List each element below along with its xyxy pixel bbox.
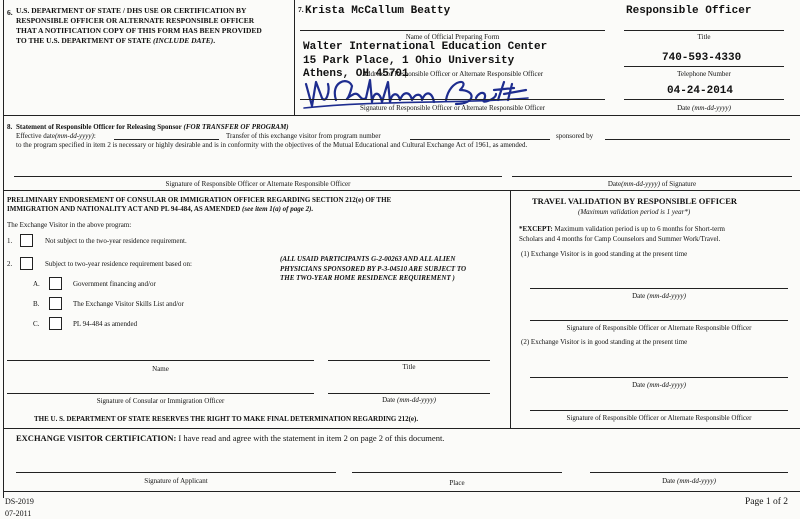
reserve-statement: THE U. S. DEPARTMENT OF STATE RESERVES THE RIGHT TO MAKE FINAL DETERMINATION REGARDING 212(e). xyxy=(34,415,419,423)
include-date-note: (INCLUDE DATE) xyxy=(153,36,214,45)
option-1-checkbox[interactable] xyxy=(20,234,33,247)
section-8-title: Statement of Responsible Officer for Releasing Sponsor xyxy=(16,123,182,131)
preliminary-heading xyxy=(7,196,391,214)
except-text: Maximum validation period is up to 6 months for Short-term xyxy=(554,225,725,233)
left-border xyxy=(3,0,4,498)
divider-line xyxy=(3,115,800,116)
section-6-line: THAT A NOTIFICATION COPY OF THIS FORM HAS BEEN PROVIDED xyxy=(16,26,262,35)
date-text: Date xyxy=(662,477,676,485)
consular-date-label xyxy=(328,396,490,404)
date-format: (mm-dd-yyyy) xyxy=(397,396,436,404)
travel-signature-2-label: Signature of Responsible Officer or Alternate Responsible Officer xyxy=(566,414,752,422)
applicant-signature-label: Signature of Applicant xyxy=(144,477,208,485)
date-format: (mm-dd-yyyy) xyxy=(647,292,686,300)
option-1-label: Not subject to the two-year residence requirement. xyxy=(45,237,187,245)
field-line xyxy=(300,30,605,31)
date-value[interactable]: 04-24-2014 xyxy=(667,85,734,97)
travel-date-1-label xyxy=(530,292,788,300)
section-divider xyxy=(294,0,295,115)
heading-text: IMMIGRATION AND NATIONALITY ACT AND PL 94-484, AS AMENDED xyxy=(7,205,241,213)
option-1-number: 1. xyxy=(7,237,13,245)
section-8-number: 8. xyxy=(7,123,13,131)
travel-item-2: (2) Exchange Visitor is in good standing at the present time xyxy=(521,338,688,346)
applicant-signature-field[interactable] xyxy=(16,472,336,473)
option-a-label: Government financing and/or xyxy=(73,280,156,288)
transfer-text: Transfer of this exchange visitor from program number xyxy=(226,132,381,140)
travel-signature-1-field[interactable] xyxy=(530,320,788,321)
sponsor-date-label xyxy=(512,180,792,188)
phone-label: Telephone Number xyxy=(677,70,731,78)
option-2-number: 2. xyxy=(7,260,13,268)
section-6-line: U.S. DEPARTMENT OF STATE / DHS USE OR CERTIFICATION BY xyxy=(16,6,247,15)
divider-line xyxy=(3,491,800,492)
visitor-intro: The Exchange Visitor in the above program: xyxy=(7,221,132,229)
option-b-label: The Exchange Visitor Skills List and/or xyxy=(73,300,184,308)
divider-line xyxy=(3,428,800,429)
usaid-line: THE TWO-YEAR HOME RESIDENCE REQUIREMENT ) xyxy=(280,274,455,282)
field-line xyxy=(624,99,784,100)
colon: : xyxy=(93,132,96,140)
date-text: Date xyxy=(382,396,396,404)
usaid-note xyxy=(280,255,466,284)
travel-item-1: (1) Exchange Visitor is in good standing at the present time xyxy=(521,250,688,258)
divider-line xyxy=(3,190,800,191)
certification-statement xyxy=(16,433,444,443)
date-format: (mm-dd-yyyy) xyxy=(692,104,731,112)
sponsor-date-field[interactable] xyxy=(512,176,792,177)
effective-date-format: (mm-dd-yyyy) xyxy=(54,132,94,140)
travel-date-2-label xyxy=(530,381,788,389)
date-text: Date xyxy=(632,292,646,300)
section-7-number: 7. xyxy=(298,5,304,14)
option-c-letter: C. xyxy=(33,320,40,328)
page-indicator: Page 1 of 2 xyxy=(745,497,789,507)
option-c-label: PL 94-484 as amended xyxy=(73,320,138,328)
heading-line xyxy=(7,205,391,214)
usaid-line: PHYSICIANS SPONSORED BY P-3-04510 ARE SUBJECT TO xyxy=(280,264,467,273)
except-line: Scholars and 4 months for Camp Counselors and Summer Work/Travel. xyxy=(519,234,721,243)
section-6-heading xyxy=(16,6,262,46)
option-c-checkbox[interactable] xyxy=(49,317,62,330)
address-label: Address of Responsible Officer or Alternate Responsible Officer xyxy=(361,70,544,78)
preparer-name-value[interactable]: Krista McCallum Beatty xyxy=(305,5,451,17)
consular-title-field[interactable] xyxy=(328,360,490,361)
section-divider xyxy=(510,190,511,428)
place-field[interactable] xyxy=(352,472,562,473)
address-line: 15 Park Place, 1 Ohio University xyxy=(303,54,515,67)
effective-date-text: Effective date xyxy=(16,132,55,140)
field-line xyxy=(624,66,784,67)
option-b-checkbox[interactable] xyxy=(49,297,62,310)
except-label: *EXCEPT: xyxy=(519,225,553,233)
period: . xyxy=(213,36,216,45)
applicant-date-field[interactable] xyxy=(590,472,788,473)
except-note xyxy=(519,225,725,244)
section-6-number: 6. xyxy=(7,8,13,17)
consular-name-field[interactable] xyxy=(7,360,314,361)
date-text: Date xyxy=(632,381,646,389)
travel-signature-1-label: Signature of Responsible Officer or Alternate Responsible Officer xyxy=(566,324,752,332)
option-b-letter: B. xyxy=(33,300,40,308)
date-format: (mm-dd-yyyy) xyxy=(677,477,716,485)
title-value[interactable]: Responsible Officer xyxy=(626,5,752,17)
signature-label: Signature of Responsible Officer or Alternate Responsible Officer xyxy=(360,104,545,112)
preparer-name-label: Name of Official Preparing Form xyxy=(405,33,500,41)
applicant-date-label xyxy=(590,477,788,485)
heading-line: PRELIMINARY ENDORSEMENT OF CONSULAR OR IMMIGRATION OFFICER REGARDING SECTION 212(e) OF THE xyxy=(7,196,392,204)
title-label: Title xyxy=(697,33,711,41)
date-format: (mm-dd-yyyy) xyxy=(621,180,660,188)
sponsored-by-label: sponsored by xyxy=(556,132,594,140)
travel-signature-2-field[interactable] xyxy=(530,410,788,411)
section-6-line-text: TO THE U.S. DEPARTMENT OF STATE xyxy=(16,36,152,45)
title-label: Title xyxy=(402,363,416,371)
sponsor-field[interactable] xyxy=(605,139,790,140)
travel-date-2-field[interactable] xyxy=(530,377,788,378)
consular-date-field[interactable] xyxy=(328,393,490,394)
option-2-checkbox[interactable] xyxy=(20,257,33,270)
sponsor-signature-label: Signature of Responsible Officer or Alternate Responsible Officer xyxy=(165,180,351,188)
address-line: Walter International Education Center xyxy=(303,41,548,53)
place-label: Place xyxy=(449,479,465,487)
phone-value[interactable]: 740-593-4330 xyxy=(662,52,742,64)
consular-signature-label: Signature of Consular or Immigration Officer xyxy=(96,397,225,405)
section-6-line xyxy=(16,36,262,46)
program-number-field[interactable] xyxy=(410,139,550,140)
date-suffix: of Signature xyxy=(661,180,697,188)
transfer-note: (FOR TRANSFER OF PROGRAM) xyxy=(183,123,289,131)
address-line: Athens, OH 45701 xyxy=(303,68,409,80)
field-line xyxy=(624,30,784,31)
max-period-note: (Maximum validation period is 1 year*) xyxy=(578,208,691,216)
field-line xyxy=(300,99,605,100)
date-label xyxy=(624,104,784,112)
certification-heading: EXCHANGE VISITOR CERTIFICATION: xyxy=(16,433,177,443)
option-2-label: Subject to two-year residence requirement based on: xyxy=(45,260,192,268)
option-a-letter: A. xyxy=(33,280,40,288)
see-item-note: (see item 1(a) of page 2). xyxy=(242,205,314,213)
travel-date-1-field[interactable] xyxy=(530,288,788,289)
certification-text: I have read and agree with the statement in item 2 on page 2 of this document. xyxy=(178,433,445,443)
usaid-line: (ALL USAID PARTICIPANTS G-2-00263 AND ALL ALIEN xyxy=(280,255,456,263)
travel-heading: TRAVEL VALIDATION BY RESPONSIBLE OFFICER xyxy=(532,196,738,206)
effective-date-label xyxy=(16,132,96,140)
name-label: Name xyxy=(152,365,169,373)
option-a-checkbox[interactable] xyxy=(49,277,62,290)
section-6-line: RESPONSIBLE OFFICER OR ALTERNATE RESPONSIBLE OFFICER xyxy=(16,16,255,25)
except-line xyxy=(519,225,725,235)
form-number: DS-2019 xyxy=(5,497,34,506)
date-label-text: Date xyxy=(677,104,691,112)
section-8-heading xyxy=(16,123,289,131)
date-text: Date xyxy=(607,180,622,188)
sponsor-signature-field[interactable] xyxy=(14,176,502,177)
form-revision: 07-2011 xyxy=(5,509,32,518)
effective-date-field[interactable] xyxy=(114,139,219,140)
transfer-statement: to the program specified in item 2 is necessary or highly desirable and is in conformity with the objectives of the Mutual Educational and Cultural Exchange Act of 1961, as amended. xyxy=(16,141,528,149)
date-format: (mm-dd-yyyy) xyxy=(647,381,686,389)
consular-signature-field[interactable] xyxy=(7,393,314,394)
